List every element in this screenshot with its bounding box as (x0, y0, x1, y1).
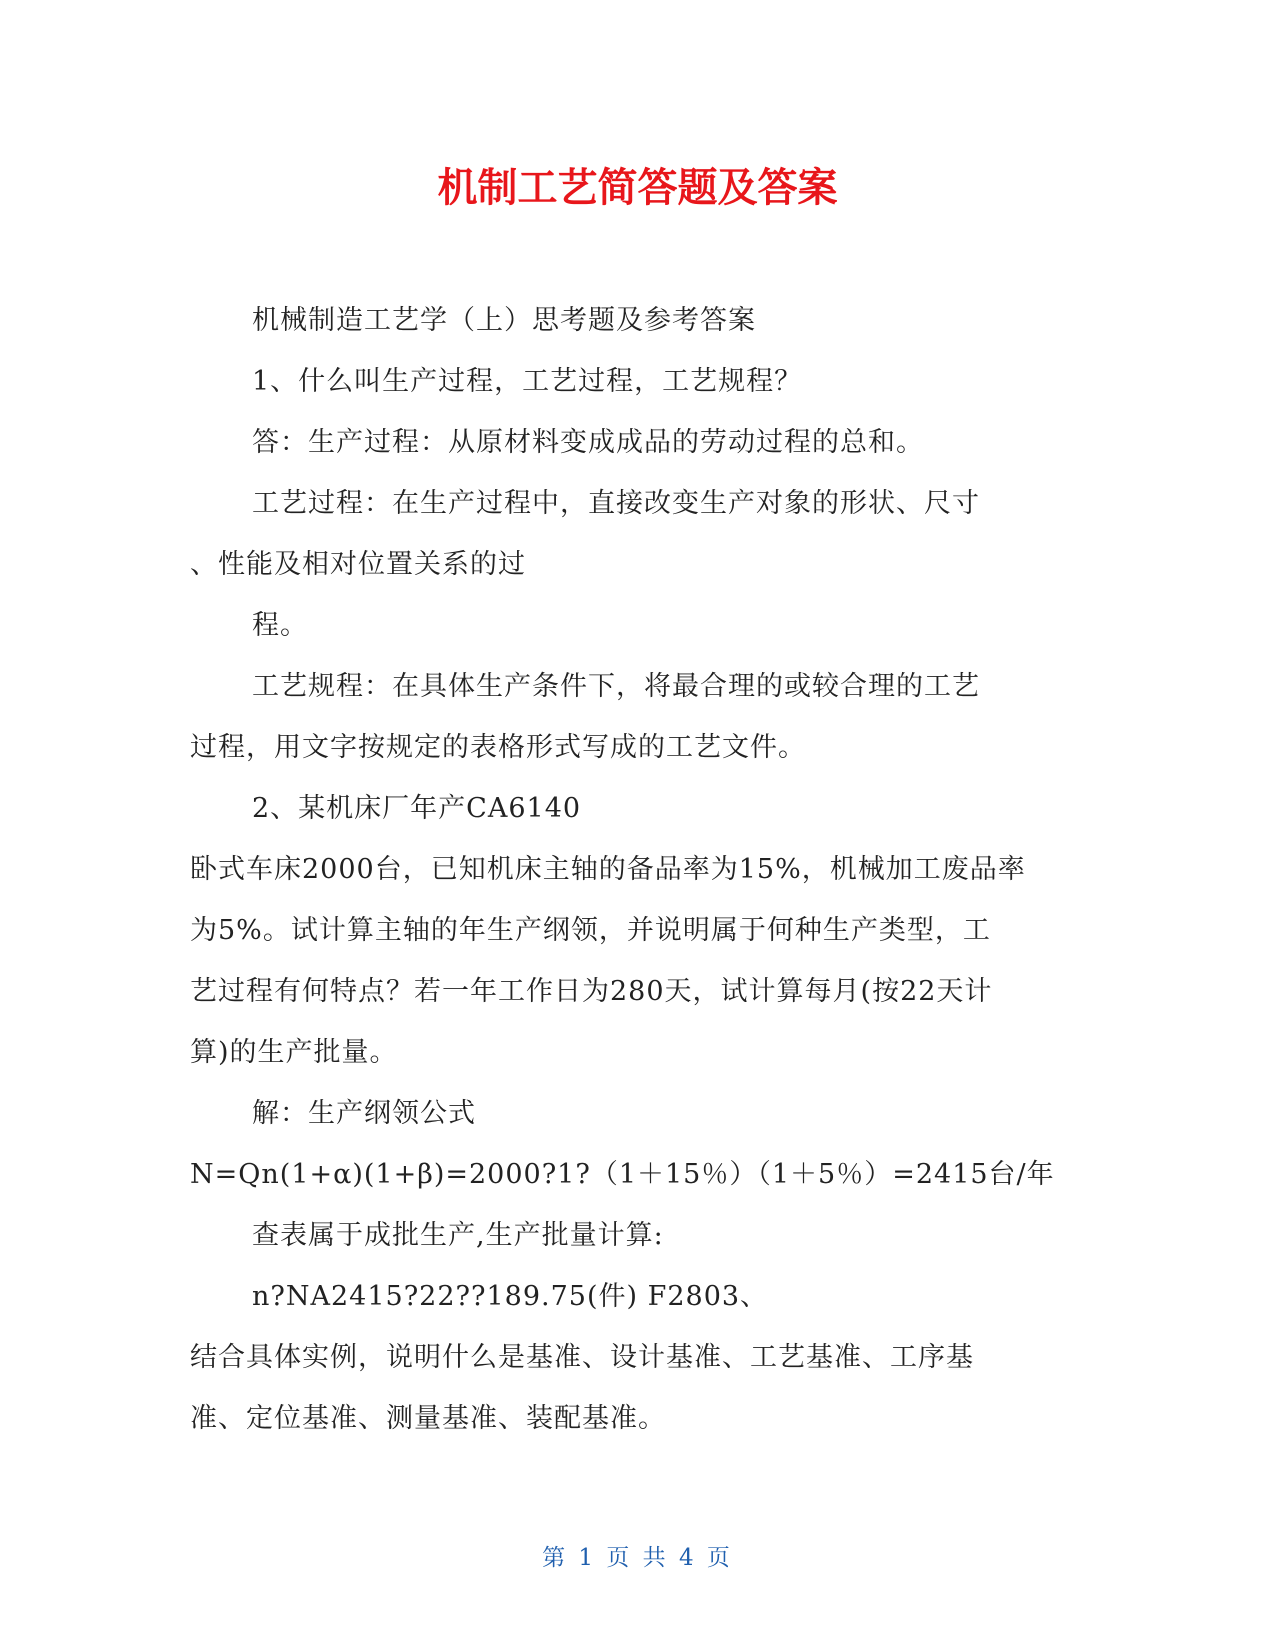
body-line: n?NA2415?22??189.75(件) F2803、 (252, 1281, 769, 1312)
body-line: 卧式车床2000台，已知机床主轴的备品率为15%，机械加工废品率 (190, 854, 1026, 885)
page-footer: 第 1 页 共 4 页 (542, 1545, 733, 1571)
body-line: 机械制造工艺学（上）思考题及参考答案 (252, 305, 756, 336)
body-line: 为5%。试计算主轴的年生产纲领，并说明属于何种生产类型，工 (190, 915, 991, 946)
document-title: 机制工艺简答题及答案 (437, 165, 838, 211)
body-line: 解：生产纲领公式 (252, 1098, 476, 1129)
body-line: 准、定位基准、测量基准、装配基准。 (190, 1403, 666, 1434)
body-line: 艺过程有何特点？若一年工作日为280天，试计算每月(按22天计 (190, 976, 993, 1007)
body-line: 、性能及相对位置关系的过 (190, 549, 526, 580)
body-line: 工艺过程：在生产过程中，直接改变生产对象的形状、尺寸 (252, 488, 980, 519)
body-line: 1、什么叫生产过程，工艺过程，工艺规程？ (252, 366, 803, 397)
body-line: 工艺规程：在具体生产条件下，将最合理的或较合理的工艺 (252, 671, 980, 702)
body-line: 算)的生产批量。 (190, 1037, 398, 1068)
body-line: 查表属于成批生产,生产批量计算: (252, 1220, 664, 1251)
document-body (190, 290, 1090, 1449)
body-line: 2、某机床厂年产CA6140 (252, 793, 582, 824)
body-line: 答：生产过程：从原材料变成成品的劳动过程的总和。 (252, 427, 924, 458)
body-line: 过程，用文字按规定的表格形式写成的工艺文件。 (190, 732, 806, 763)
body-line: 结合具体实例，说明什么是基准、设计基准、工艺基准、工序基 (190, 1342, 974, 1373)
body-line: N=Qn(1+α)(1+β)=2000?1?（1＋15％）（1＋5％）=2415台/年 (190, 1159, 1055, 1190)
body-line: 程。 (252, 610, 308, 641)
